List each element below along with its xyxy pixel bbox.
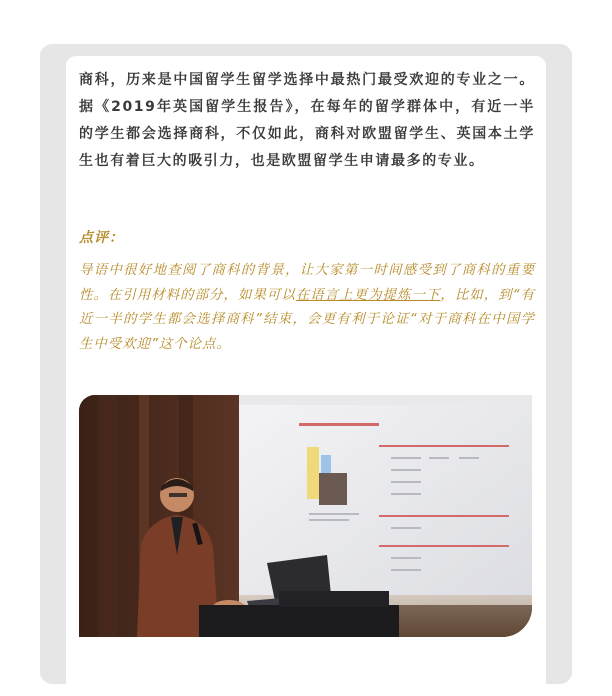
review-paragraph [79,259,535,357]
presentation-photo [79,395,532,637]
review-text-part2: ，比如，到“有近一半的学生都会选择商科”结束，会更有利于论证“对于商科在中国学生中受欢迎”这个论点。 [79,287,536,352]
review-underlined-text: 在语言上更为提炼一下 [295,287,441,303]
review-text-part1: 导语中很好地查阅了商科的背景，让大家第一时间感受到了商科的重要性。在引用材料的部分，如果可以 [79,263,535,303]
intro-paragraph: 商科，历来是中国留学生留学选择中最热门最受欢迎的专业之一。据《2019年英国留学生报告》，在每年的留学群体中，有近一半的学生都会选择商科，不仅如此，商科对欧盟留学生、英国本土学生也有着巨大的吸引力，也是欧盟留学生申请最多的专业。 [79,72,535,169]
review-heading: 点评： [79,230,124,246]
